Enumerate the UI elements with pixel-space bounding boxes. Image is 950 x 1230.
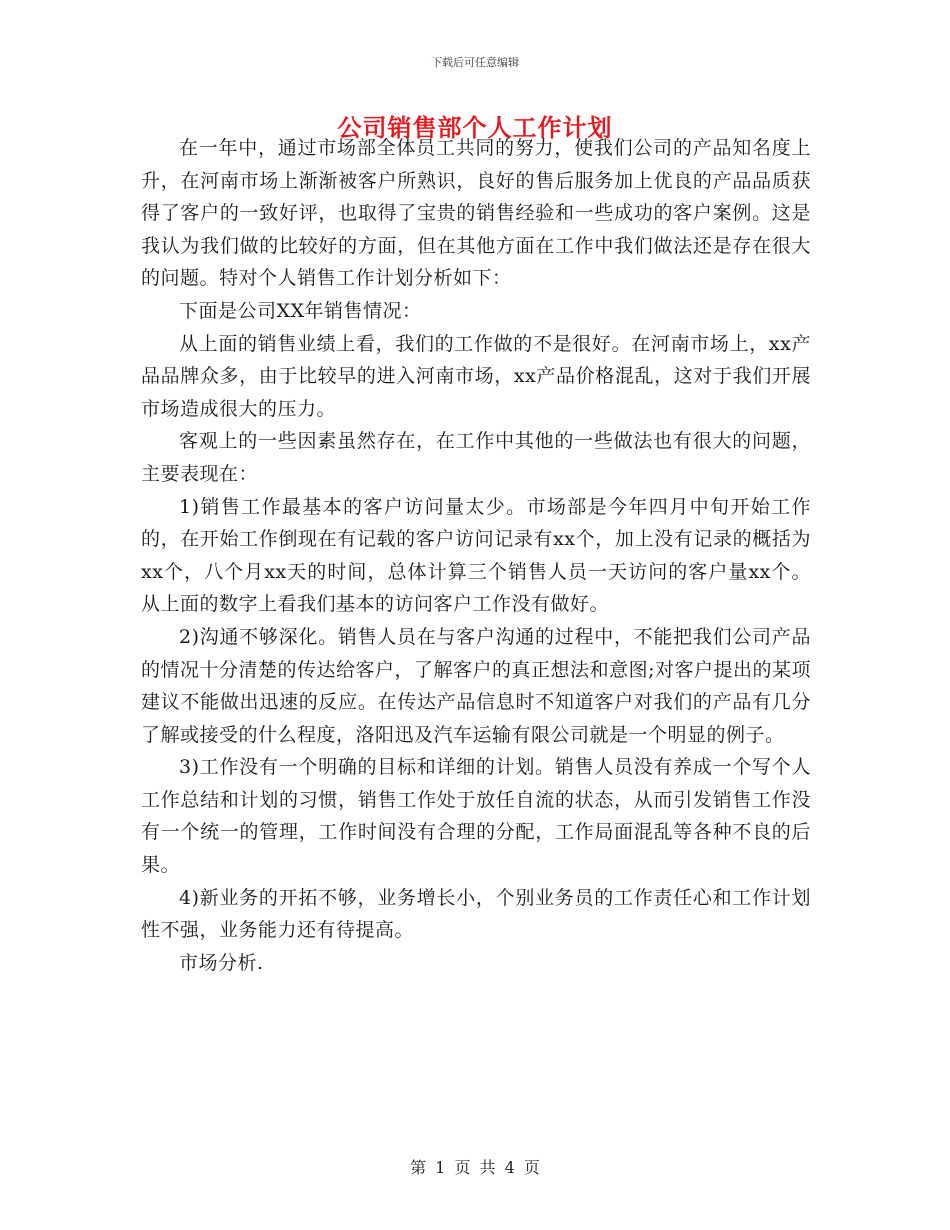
paragraph: 客观上的一些因素虽然存在，在工作中其他的一些做法也有很大的问题，主要表现在：	[141, 430, 811, 485]
paragraph: 4)新业务的开拓不够，业务增长小，个别业务员的工作责任心和工作计划性不强，业务能力还有待提高。	[141, 886, 811, 942]
paragraph: 在一年中，通过市场部全体员工共同的努力，使我们公司的产品知名度上升，在河南市场上渐渐被客户所熟识，良好的售后服务加上优良的产品品质获得了客户的一致好评，也取得了宝贵的销售经验和一些成功的客户案例。这是我认为我们做的比较好的方面，但在其他方面在工作中我们做法还是存在很大的问题。特对个人销售工作计划分析如下：	[141, 137, 811, 290]
paragraph: 1)销售工作最基本的客户访问量太少。市场部是今年四月中旬开始工作的，在开始工作倒现在有记载的客户访问记录有xx个，加上没有记录的概括为xx个，八个月xx天的时间，总体计算三个销售人员一天访问的客户量xx个。从上面的数字上看我们基本的访问客户工作没有做好。	[141, 495, 811, 616]
page-number: 第 1 页 共 4 页	[410, 1158, 540, 1177]
paragraph: 市场分析.	[179, 951, 264, 974]
document-title: 公司销售部个人工作计划	[337, 113, 613, 142]
paragraph: 3)工作没有一个明确的目标和详细的计划。销售人员没有养成一个写个人工作总结和计划的习惯，销售工作处于放任自流的状态，从而引发销售工作没有一个统一的管理，工作时间没有合理的分配，工作局面混乱等各种不良的后果。	[141, 756, 811, 877]
paragraph: 从上面的销售业绩上看，我们的工作做的不是很好。在河南市场上，xx产品品牌众多，由于比较早的进入河南市场，xx产品价格混乱，这对于我们开展市场造成很大的压力。	[141, 332, 811, 420]
header-note: 下载后可任意编辑	[431, 56, 519, 69]
document-body	[141, 132, 811, 979]
paragraph: 下面是公司XX年销售情况：	[179, 299, 422, 322]
paragraph: 2)沟通不够深化。销售人员在与客户沟通的过程中，不能把我们公司产品的情况十分清楚的传达给客户，了解客户的真正想法和意图;对客户提出的某项建议不能做出迅速的反应。在传达产品信息时不知道客户对我们的产品有几分了解或接受的什么程度，洛阳迅及汽车运输有限公司就是一个明显的例子。	[141, 625, 811, 746]
